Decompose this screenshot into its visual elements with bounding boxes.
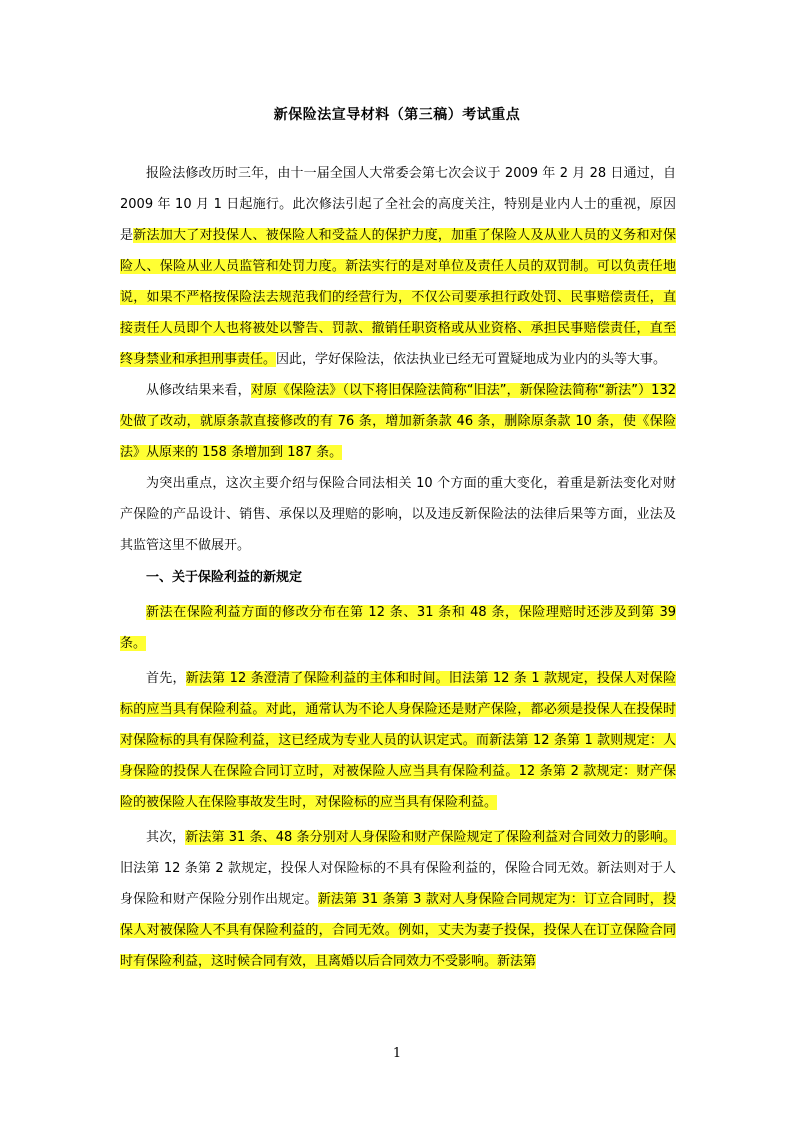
highlighted-text: 新法加大了对投保人、被保险人和受益人的保护力度，加重了保险人及从业人员的义务和对保险人、保险从业人员监管和处罚力度。新法实行的是对单位及责任人员的双罚制。可以负责任地说，如果不严格按保险法去规范我们的经营行为，不仅公司要承担行政处罚、民事赔偿责任，直接责任人员即个人也将被处以警告、罚款、撤销任职资格或从业资格、承担民事赔偿责任，直至终身禁业和承担刑事责任。 (120, 228, 676, 367)
para-intro (120, 158, 676, 375)
document-body (120, 158, 676, 977)
page-number: 1 (392, 1046, 402, 1061)
highlighted-text: 对原《保险法》（以下将旧保险法简称“旧法”，新保险法简称“新法”）132 处做了改动，就原条款直接修改的有 76 条，增加新条款 46 条，删除原条款 10 条，使《保险法》从原来的 158 条增加到 187 条。 (120, 383, 676, 460)
text-segment: 报险法修改历时三年，由十一届全国人大常委会第七次会议于 2009 年 2 月 28 日通过，自 2009 年 10 月 1 日起施行。此次修法引起了全社会的高度关注，特别是业内人士的重视，原因是 (120, 166, 676, 243)
para-first (120, 663, 676, 818)
section-heading (120, 562, 676, 593)
highlighted-text: 新法在保险利益方面的修改分布在第 12 条、31 条和 48 条，保险理赔时还涉及到第 39 条。 (120, 605, 676, 651)
text-segment: 从修改结果来看， (146, 383, 251, 398)
text-segment: 为突出重点，这次主要介绍与保险合同法相关 10 个方面的重大变化，着重是新法变化对财产保险的产品设计、销售、承保以及理赔的影响，以及违反新保险法的法律后果等方面，业法及其监管这里不做展开。 (120, 476, 676, 553)
highlighted-text: 新法第 31 条第 3 款对人身保险合同规定为：订立合同时，投保人对被保险人不具有保险利益的，合同无效。例如，丈夫为妻子投保，投保人在订立保险合同时有保险利益，这时候合同有效，且离婚以后合同效力不受影响。新法第 (120, 892, 676, 969)
text-segment: 旧法第 12 条第 2 款规定，投保人对保险标的不具有保险利益的，保险合同无效。新法则对于人身保险和财产保险分别作出规定。 (120, 861, 676, 907)
text-segment: 其次， (146, 830, 186, 845)
para-focus (120, 468, 676, 561)
highlighted-text: 新法第 12 条澄清了保险利益的主体和时间。旧法第 12 条 1 款规定，投保人对保险标的应当具有保险利益。对此，通常认为不论人身保险还是财产保险，都必须是投保人在投保时对保险标的具有保险利益，这已经成为专业人员的认识定式。而新法第 12 条第 1 款则规定：人身保险的投保人在保险合同订立时，对被保险人应当具有保险利益。12 条第 2 款规定：财产保险的被保险人在保险事故发生时，对保险标的应当具有保险利益。 (120, 671, 676, 810)
text-segment: 首先， (146, 671, 186, 686)
para-result (120, 375, 676, 468)
highlighted-text: 新法第 31 条、48 条分别对人身保险和财产保险规定了保险利益对合同效力的影响。 (185, 830, 676, 845)
document-title: 新保险法宣导材料（第三稿）考试重点 (273, 107, 521, 123)
para-distribution (120, 597, 676, 659)
text-segment: 因此，学好保险法，依法执业已经无可置疑地成为业内的头等大事。 (276, 352, 667, 367)
para-second (120, 822, 676, 977)
heading-text: 一、关于保险利益的新规定 (146, 570, 303, 585)
